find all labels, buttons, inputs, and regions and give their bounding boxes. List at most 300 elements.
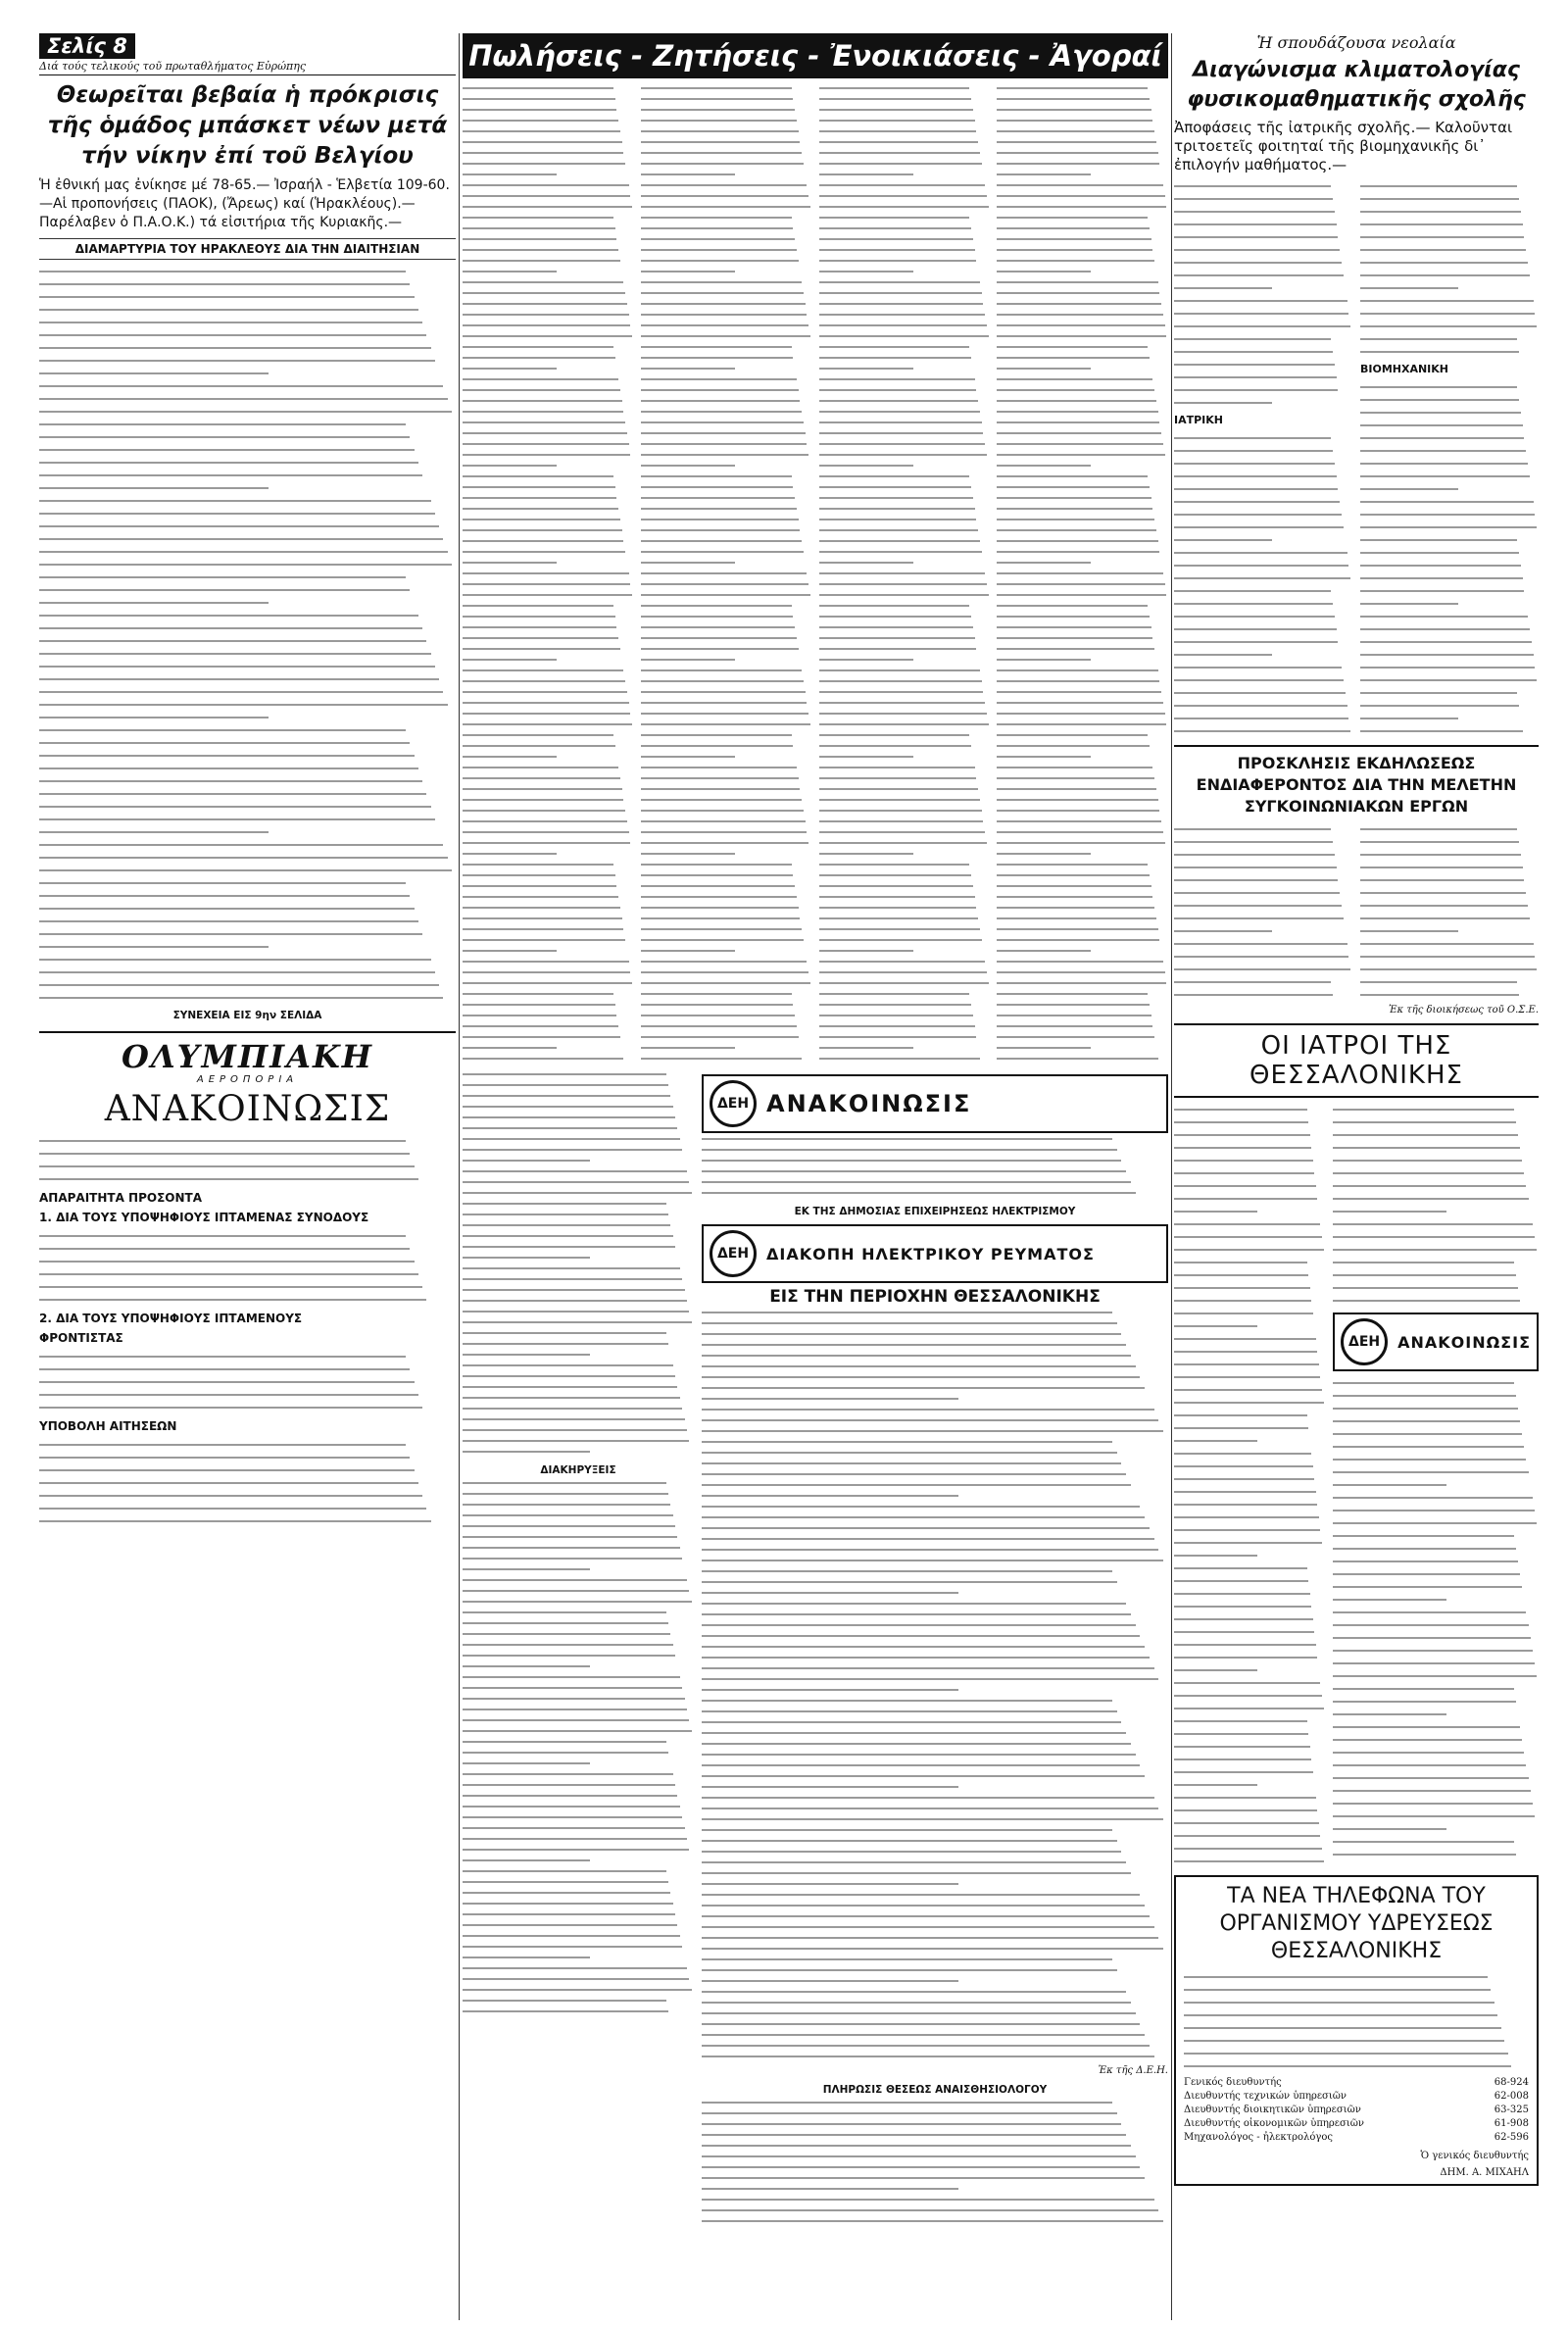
text-line	[463, 1101, 694, 1112]
text-line	[702, 1533, 1168, 1544]
text-line	[463, 1779, 694, 1790]
text-line	[1174, 673, 1352, 686]
classifieds-lower-right	[702, 1068, 1168, 2226]
text-line	[997, 869, 1168, 880]
text-line	[997, 524, 1168, 535]
text-line	[641, 988, 812, 999]
text-line	[463, 1962, 694, 1973]
text-line	[463, 729, 634, 740]
text-line	[997, 169, 1168, 179]
text-line	[39, 265, 456, 277]
text-line	[39, 570, 456, 583]
sports-kicker-line: Διά τούς τελικούς τοῦ πρωταθλήματος Εὐρώπης	[39, 59, 456, 75]
text-line	[641, 621, 812, 632]
text-line	[39, 1451, 456, 1463]
text-line	[819, 309, 991, 320]
text-line	[819, 869, 991, 880]
text-line	[702, 1857, 1168, 1867]
text-line	[641, 578, 812, 589]
flight-attendant-list	[39, 1229, 456, 1306]
text-line	[463, 923, 634, 934]
text-line	[702, 1479, 1168, 1490]
text-line	[641, 1053, 812, 1063]
text-line	[1174, 457, 1352, 470]
text-line	[463, 212, 634, 223]
text-line	[463, 1219, 694, 1230]
text-line	[1174, 1268, 1325, 1281]
text-line	[641, 309, 812, 320]
text-line	[819, 115, 991, 125]
text-line	[1174, 1307, 1325, 1319]
text-line	[463, 255, 634, 266]
text-line	[1174, 912, 1352, 924]
text-line	[1333, 1465, 1539, 1478]
text-line	[1174, 431, 1352, 444]
text-line	[819, 848, 991, 859]
text-line	[39, 367, 456, 379]
text-line	[819, 880, 991, 891]
applications-text	[39, 1438, 456, 1527]
text-line	[463, 341, 634, 352]
text-line	[39, 507, 456, 520]
text-line	[1174, 648, 1352, 661]
text-line	[463, 309, 634, 320]
text-line	[463, 1031, 634, 1042]
text-line	[997, 966, 1168, 977]
industrial-school-subhead: ΒΙΟΜΗΧΑΝΙΚΗ	[1360, 363, 1449, 375]
deh-logo-icon: ΔΕΗ	[710, 1080, 757, 1127]
text-line	[463, 665, 634, 675]
text-line	[997, 341, 1168, 352]
text-line	[1174, 482, 1352, 495]
text-line	[463, 621, 634, 632]
text-line	[1333, 1504, 1539, 1516]
basketball-headline: Θεωρεῖται βεβαία ἡ πρόκρισις τῆς ὁμάδος μπάσκετ νέων μετά τήν νίκην ἐπί τοῦ Βελγίου	[47, 82, 448, 169]
text-line	[1174, 1536, 1325, 1549]
text-line	[1174, 332, 1352, 345]
text-line	[1333, 1268, 1539, 1281]
text-line	[1360, 218, 1539, 230]
text-line	[641, 1020, 812, 1031]
text-line	[1333, 1243, 1539, 1256]
text-line	[463, 1381, 694, 1392]
text-line	[463, 1898, 694, 1908]
flight-attendant-section-title: 1. ΔΙΑ ΤΟΥΣ ΥΠΟΨΗΦΙΟΥΣ ΙΠΤΑΜΕΝΑΣ ΣΥΝΟΔΟΥΣ	[39, 1211, 369, 1224]
classified-column	[819, 82, 991, 1063]
doctors-listing	[1333, 1103, 1539, 1307]
text-line	[463, 1165, 694, 1176]
text-line	[702, 2215, 1168, 2226]
text-line	[997, 1053, 1168, 1063]
text-line	[1184, 1970, 1529, 1983]
text-line	[39, 698, 456, 711]
text-line	[641, 125, 812, 136]
text-line	[39, 1267, 456, 1280]
text-line	[1360, 419, 1539, 431]
text-line	[819, 223, 991, 233]
text-line	[463, 1660, 694, 1671]
text-line	[1174, 924, 1352, 937]
text-line	[702, 2118, 1168, 2129]
text-line	[463, 1327, 694, 1338]
text-line	[641, 255, 812, 266]
text-line	[463, 287, 634, 298]
text-line	[819, 902, 991, 913]
deh-procurement-title: ΑΝΑΚΟΙΝΩΣΙΣ	[1397, 1332, 1531, 1352]
text-line	[997, 718, 1168, 729]
text-line	[819, 212, 991, 223]
text-line	[1174, 1829, 1325, 1842]
text-line	[463, 460, 634, 471]
text-line	[641, 320, 812, 330]
text-line	[1174, 1663, 1325, 1676]
text-line	[1174, 1345, 1325, 1358]
text-line	[39, 1293, 456, 1306]
text-line	[463, 632, 634, 643]
text-line	[1174, 1434, 1325, 1447]
text-line	[1360, 320, 1539, 332]
text-line	[702, 1716, 1168, 1727]
text-line	[641, 643, 812, 654]
text-line	[463, 794, 634, 805]
text-line	[463, 1122, 694, 1133]
applications-title: ΥΠΟΒΟΛΗ ΑΙΤΗΣΕΩΝ	[39, 1419, 177, 1433]
text-line	[463, 546, 634, 557]
text-line	[1174, 1753, 1325, 1765]
text-line	[641, 417, 812, 427]
phone-number: 68-924	[1494, 2077, 1529, 2088]
text-line	[819, 675, 991, 686]
text-line	[1174, 1115, 1325, 1128]
text-line	[641, 104, 812, 115]
text-line	[463, 1682, 694, 1693]
text-line	[819, 427, 991, 438]
text-line	[1360, 205, 1539, 218]
text-line	[1360, 963, 1539, 975]
text-line	[1333, 1644, 1539, 1657]
text-line	[463, 772, 634, 783]
text-line	[463, 1822, 694, 1833]
text-line	[641, 546, 812, 557]
text-line	[819, 913, 991, 923]
text-line	[463, 276, 634, 287]
text-line	[819, 352, 991, 363]
text-line	[463, 147, 634, 158]
text-line	[463, 1155, 694, 1165]
text-line	[819, 341, 991, 352]
text-line	[1333, 1606, 1539, 1618]
text-line	[39, 876, 456, 889]
phone-row	[1184, 2131, 1529, 2145]
position-text	[702, 2097, 1168, 2226]
text-line	[463, 1585, 694, 1596]
university-column	[1174, 33, 1539, 2320]
text-line	[1174, 1256, 1325, 1268]
text-line	[702, 2029, 1168, 2040]
text-line	[997, 675, 1168, 686]
text-line	[819, 988, 991, 999]
text-line	[463, 1068, 694, 1079]
text-line	[463, 1446, 694, 1457]
text-line	[702, 1361, 1168, 1371]
text-line	[39, 1476, 456, 1489]
text-line	[1174, 1804, 1325, 1816]
text-line	[997, 762, 1168, 772]
text-line	[819, 320, 991, 330]
text-line	[1174, 559, 1352, 571]
text-line	[702, 1307, 1168, 1317]
text-line	[641, 179, 812, 190]
text-line	[819, 233, 991, 244]
text-line	[702, 1565, 1168, 1576]
text-line	[641, 816, 812, 826]
text-line	[641, 697, 812, 708]
text-line	[819, 665, 991, 675]
text-line	[819, 740, 991, 751]
text-line	[702, 2007, 1168, 2018]
text-line	[641, 966, 812, 977]
text-line	[997, 115, 1168, 125]
text-line	[463, 125, 634, 136]
text-line	[463, 1349, 694, 1360]
text-line	[1333, 1809, 1539, 1822]
text-line	[1360, 179, 1539, 192]
text-line	[997, 492, 1168, 503]
text-line	[1333, 1797, 1539, 1809]
text-line	[463, 1295, 694, 1306]
text-line	[39, 328, 456, 341]
text-line	[39, 1255, 456, 1267]
text-line	[1333, 1141, 1539, 1154]
text-line	[463, 1053, 634, 1063]
text-line	[819, 751, 991, 762]
text-line	[1174, 848, 1352, 861]
text-line	[463, 438, 634, 449]
text-line	[819, 762, 991, 772]
text-line	[463, 1650, 694, 1660]
text-line	[702, 2129, 1168, 2140]
text-line	[463, 449, 634, 460]
text-line	[39, 736, 456, 749]
text-line	[997, 244, 1168, 255]
text-line	[1174, 597, 1352, 610]
text-line	[463, 1952, 694, 1962]
text-line	[39, 558, 456, 570]
text-line	[1333, 1657, 1539, 1669]
text-line	[463, 1919, 694, 1930]
text-line	[1174, 1319, 1325, 1332]
text-line	[819, 654, 991, 665]
text-line	[39, 660, 456, 672]
text-line	[1174, 1192, 1325, 1205]
text-line	[1333, 1746, 1539, 1758]
text-line	[819, 1031, 991, 1042]
text-line	[997, 708, 1168, 718]
text-line	[641, 999, 812, 1010]
text-line	[39, 1160, 456, 1172]
text-line	[463, 1284, 694, 1295]
university-article-text	[1360, 179, 1539, 358]
text-line	[463, 1306, 694, 1316]
text-line	[641, 675, 812, 686]
text-line	[463, 913, 634, 923]
text-line	[463, 1973, 694, 1984]
text-line	[702, 1350, 1168, 1361]
text-line	[702, 2051, 1168, 2061]
text-line	[1333, 1516, 1539, 1529]
text-line	[997, 665, 1168, 675]
text-line	[641, 298, 812, 309]
text-line	[641, 611, 812, 621]
text-line	[641, 373, 812, 384]
classified-column	[997, 82, 1168, 1063]
text-line	[1174, 1370, 1325, 1383]
text-line	[463, 179, 634, 190]
text-line	[39, 1280, 456, 1293]
text-line	[463, 427, 634, 438]
text-line	[641, 1031, 812, 1042]
text-line	[1333, 1230, 1539, 1243]
text-line	[997, 999, 1168, 1010]
text-line	[702, 2161, 1168, 2172]
text-line	[997, 352, 1168, 363]
text-line	[463, 492, 634, 503]
text-line	[997, 287, 1168, 298]
text-line	[463, 697, 634, 708]
text-line	[641, 837, 812, 848]
text-line	[702, 1404, 1168, 1414]
phone-number: 62-008	[1494, 2091, 1529, 2102]
text-line	[463, 686, 634, 697]
text-line	[1333, 1427, 1539, 1440]
text-line	[641, 762, 812, 772]
text-line	[463, 1413, 694, 1424]
text-line	[641, 93, 812, 104]
text-line	[702, 1749, 1168, 1759]
text-line	[39, 583, 456, 596]
text-line	[1174, 861, 1352, 873]
text-line	[463, 158, 634, 169]
text-line	[641, 190, 812, 201]
text-line	[641, 794, 812, 805]
text-line	[702, 1695, 1168, 1706]
text-line	[1360, 835, 1539, 848]
text-line	[1333, 1669, 1539, 1682]
text-line	[463, 1736, 694, 1747]
text-line	[463, 945, 634, 956]
text-line	[1184, 2021, 1529, 2034]
text-line	[1174, 1421, 1325, 1434]
power-outage-schedule	[702, 1307, 1168, 2061]
text-line	[463, 1930, 694, 1941]
text-line	[641, 406, 812, 417]
text-line	[641, 589, 812, 600]
water-utility-box	[1174, 1875, 1539, 2186]
phone-label: Διευθυντής τεχνικών ὑπηρεσιῶν	[1184, 2091, 1348, 2102]
text-line	[641, 1010, 812, 1020]
text-line	[1184, 2008, 1529, 2021]
text-line	[641, 891, 812, 902]
text-line	[39, 621, 456, 634]
text-line	[819, 492, 991, 503]
text-line	[1333, 1758, 1539, 1771]
text-line	[1360, 470, 1539, 482]
text-line	[819, 826, 991, 837]
text-line	[463, 1617, 694, 1628]
text-line	[997, 977, 1168, 988]
text-line	[819, 945, 991, 956]
text-line	[1333, 1166, 1539, 1179]
text-line	[641, 934, 812, 945]
text-line	[463, 1133, 694, 1144]
text-line	[463, 1510, 694, 1520]
text-line	[39, 418, 456, 430]
text-line	[39, 1401, 456, 1413]
text-line	[1174, 307, 1352, 320]
text-line	[463, 190, 634, 201]
text-line	[997, 740, 1168, 751]
text-line	[1174, 1727, 1325, 1740]
text-line	[997, 611, 1168, 621]
sports-column	[39, 33, 456, 2320]
text-line	[1174, 371, 1352, 383]
classifieds-column	[463, 33, 1168, 2320]
text-line	[997, 783, 1168, 794]
text-line	[641, 481, 812, 492]
text-line	[39, 469, 456, 481]
text-line	[1174, 1651, 1325, 1663]
text-line	[463, 1596, 694, 1607]
text-line	[1174, 1842, 1325, 1855]
text-line	[1360, 520, 1539, 533]
text-line	[463, 643, 634, 654]
classified-column	[463, 1068, 694, 1457]
text-line	[819, 276, 991, 287]
text-line	[819, 708, 991, 718]
text-line	[819, 147, 991, 158]
text-line	[463, 611, 634, 621]
text-line	[641, 913, 812, 923]
text-line	[1174, 205, 1352, 218]
doctors-directory	[1174, 1098, 1539, 1867]
text-line	[1184, 1983, 1529, 1996]
transport-works-tender-title: ΠΡΟΣΚΛΗΣΙΣ ΕΚΔΗΛΩΣΕΩΣ ΕΝΔΙΑΦΕΡΟΝΤΟΣ ΔΙΑ ΤΗΝ ΜΕΛΕΤΗΝ ΣΥΓΚΟΙΝΩΝΙΑΚΩΝ ΕΡΓΩΝ	[1174, 745, 1539, 817]
text-line	[463, 1844, 694, 1855]
text-line	[39, 685, 456, 698]
text-line	[702, 1770, 1168, 1781]
text-line	[641, 665, 812, 675]
text-line	[997, 578, 1168, 589]
text-line	[1360, 269, 1539, 281]
text-line	[819, 287, 991, 298]
text-line	[702, 1587, 1168, 1598]
text-line	[702, 1673, 1168, 1684]
text-line	[819, 837, 991, 848]
text-line	[819, 805, 991, 816]
phone-number: 62-596	[1494, 2132, 1529, 2143]
olympic-announcement-title: ΑΝΑΚΟΙΝΩΣΙΣ	[104, 1089, 391, 1129]
text-line	[702, 1598, 1168, 1609]
text-line	[463, 578, 634, 589]
text-line	[819, 136, 991, 147]
text-line	[1174, 281, 1352, 294]
text-line	[1174, 1561, 1325, 1574]
text-line	[641, 449, 812, 460]
text-line	[463, 805, 634, 816]
text-line	[1174, 1460, 1325, 1472]
text-line	[702, 1187, 1168, 1198]
text-line	[1174, 1332, 1325, 1345]
